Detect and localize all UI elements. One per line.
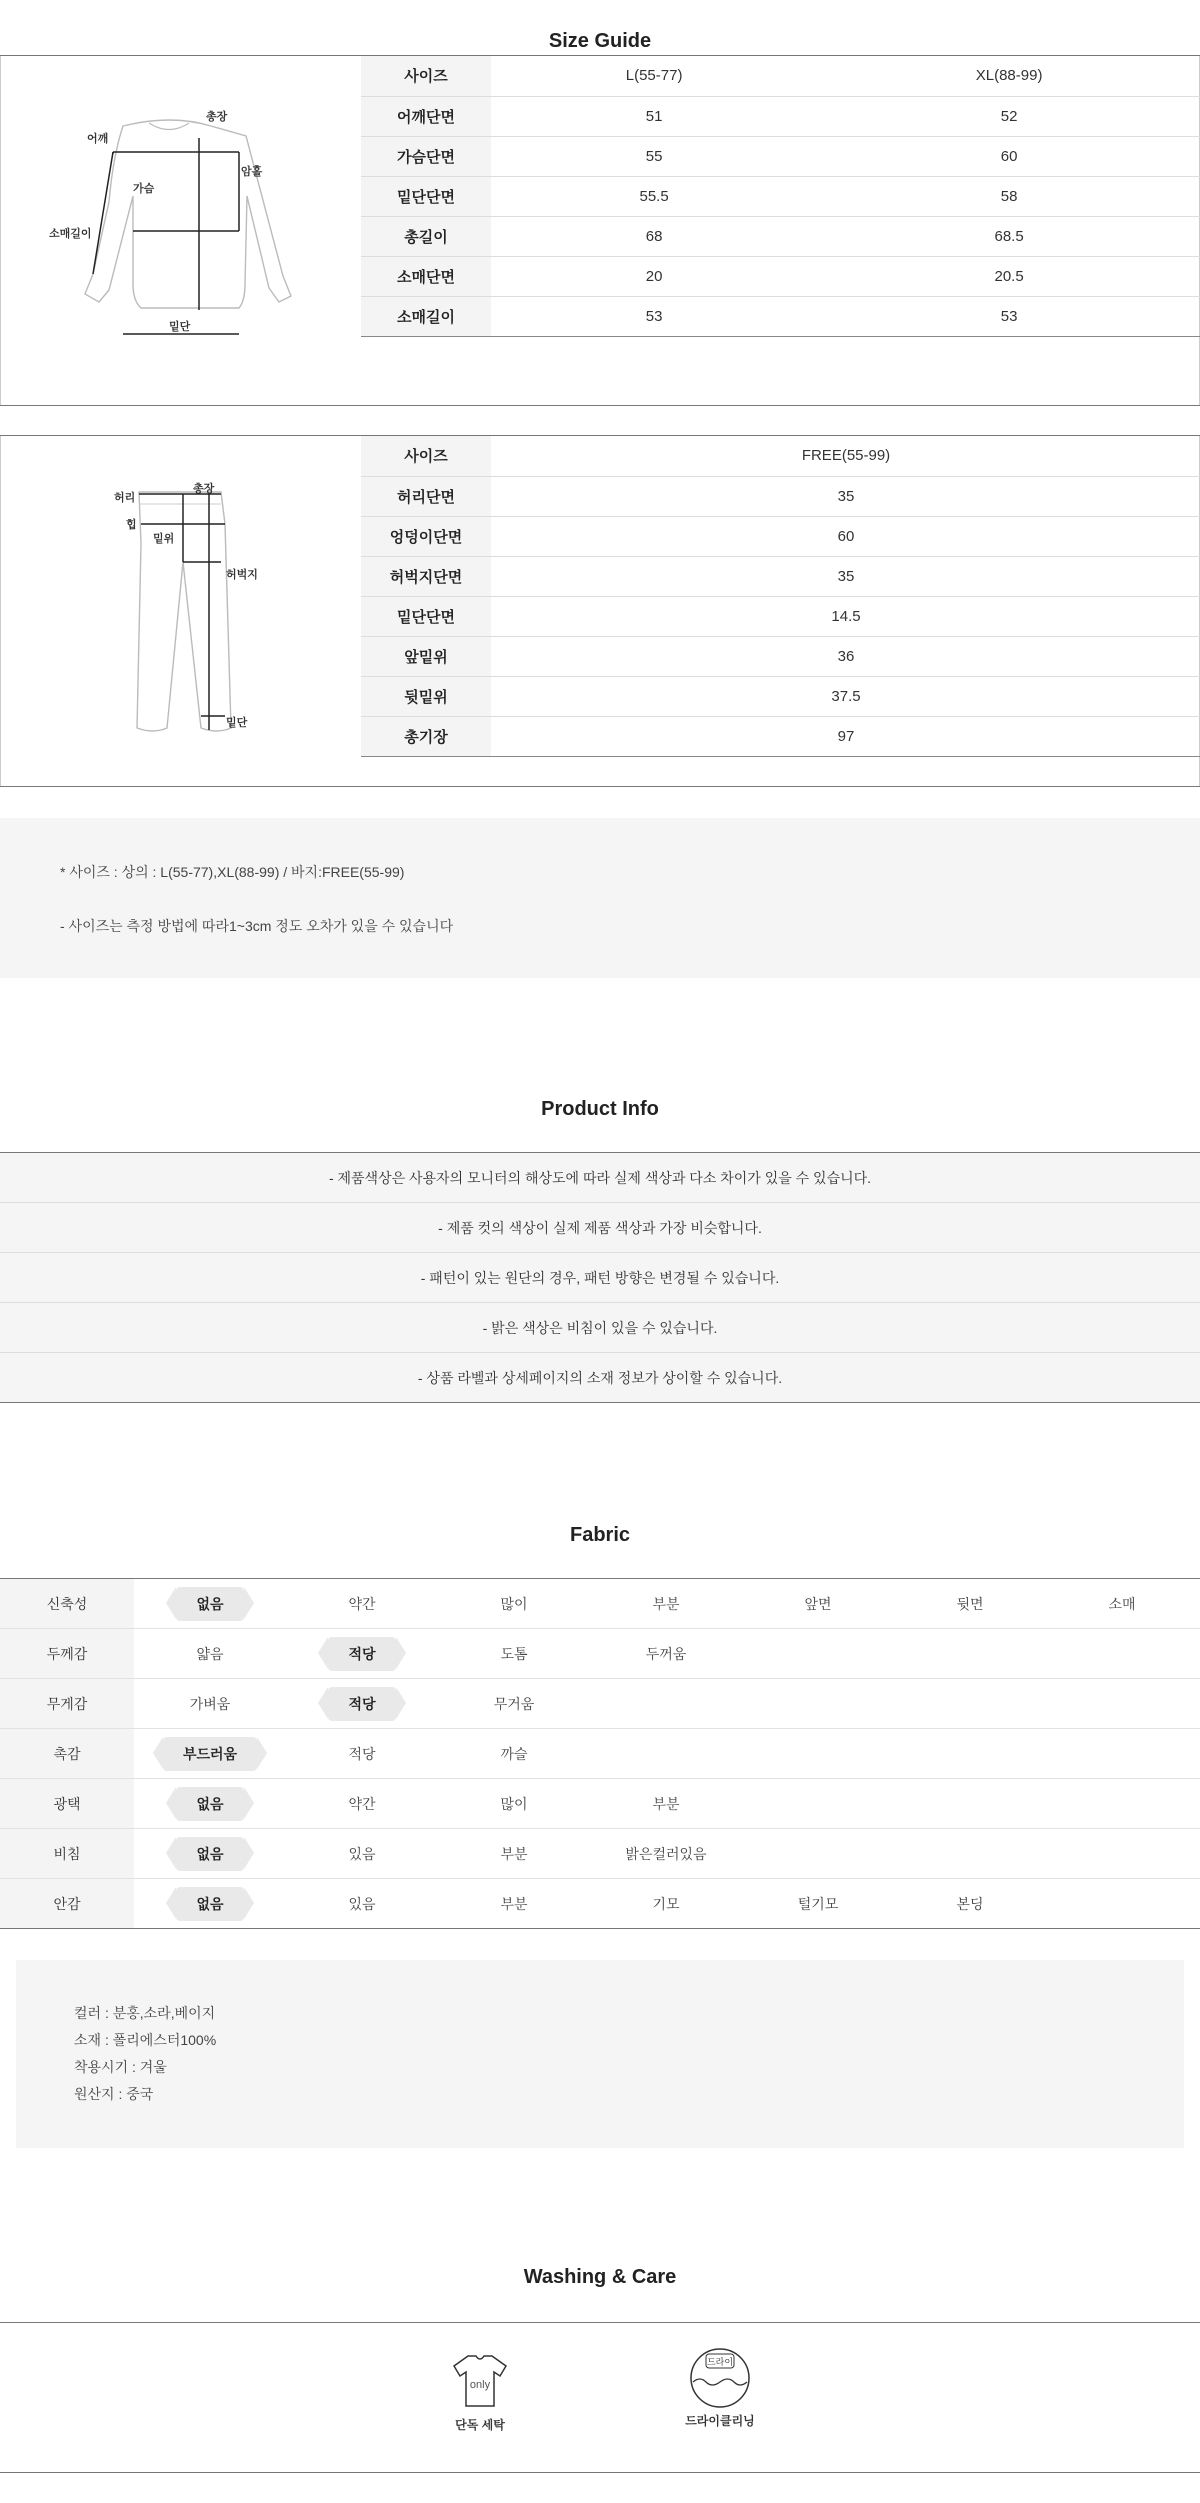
fabric-option — [590, 1779, 742, 1828]
fabric-option-label: 까슬 — [500, 1745, 528, 1762]
label-hip: 힙 — [126, 519, 137, 531]
fabric-row — [0, 1779, 1200, 1829]
fabric-option-label: 소매 — [1108, 1595, 1136, 1612]
fabric-option — [438, 1729, 590, 1778]
fabric-option-label: 부분 — [500, 1895, 528, 1912]
spec-season: 착용시기 : 겨울 — [74, 2059, 167, 2075]
fabric-row-label: 비침 — [0, 1829, 134, 1878]
care-label: 단독 세탁 — [455, 2418, 505, 2432]
fabric-option-selected — [134, 1579, 286, 1628]
fabric-row — [0, 1729, 1200, 1779]
table-row — [361, 716, 1200, 756]
fabric-option-label: 얇음 — [196, 1645, 224, 1662]
cell: 53 — [817, 296, 1200, 336]
fabric-option-label: 많이 — [500, 1595, 528, 1612]
label-length: 총장 — [193, 483, 215, 495]
fabric-option-label: 적당 — [348, 1745, 376, 1762]
fabric-option — [134, 1679, 286, 1728]
top-size-table — [361, 56, 1200, 337]
sleeve-measure-line — [93, 152, 113, 274]
header-size: 사이즈 — [361, 56, 491, 96]
header-col: FREE(55-99) — [491, 436, 1200, 476]
table-row — [361, 516, 1200, 556]
product-info-item: - 밝은 색상은 비침이 있을 수 있습니다. — [0, 1303, 1200, 1353]
fabric-option — [438, 1779, 590, 1828]
cell: 36 — [491, 636, 1200, 676]
fabric-row — [0, 1829, 1200, 1879]
fabric-option-label: 뒷면 — [956, 1595, 984, 1612]
table-header-row — [361, 56, 1200, 96]
care-label: 드라이클리닝 — [685, 2414, 755, 2428]
bottom-size-table — [361, 436, 1200, 757]
fabric-option-label: 부분 — [500, 1845, 528, 1862]
row-label: 엉덩이단면 — [361, 516, 491, 556]
fabric-row — [0, 1679, 1200, 1729]
icon-text: 드라이 — [706, 2358, 734, 2368]
size-note: - 사이즈는 측정 방법에 따라1~3cm 정도 오차가 있을 수 있습니다 — [60, 918, 454, 934]
icon-text: only — [469, 2379, 491, 2391]
fabric-option — [894, 1579, 1046, 1628]
cell: 20.5 — [817, 256, 1200, 296]
fabric-row-label: 광택 — [0, 1779, 134, 1828]
size-guide-title: Size Guide — [548, 30, 652, 52]
fabric-option — [1046, 1579, 1198, 1628]
fabric-option-label: 부분 — [652, 1595, 680, 1612]
fabric-row-label: 무게감 — [0, 1679, 134, 1728]
fabric-option — [286, 1779, 438, 1828]
cell: 58 — [817, 176, 1200, 216]
label-length: 총장 — [206, 111, 228, 123]
label-sleeve: 소매길이 — [49, 228, 92, 240]
cell: 53 — [491, 296, 817, 336]
cell: 52 — [817, 96, 1200, 136]
fabric-option — [590, 1879, 742, 1928]
table-row — [361, 176, 1200, 216]
fabric-option — [286, 1579, 438, 1628]
table-row — [361, 676, 1200, 716]
fabric-option-label: 적당 — [328, 1687, 395, 1721]
label-waist: 허리 — [114, 492, 136, 504]
product-info-item: - 패턴이 있는 원단의 경우, 패턴 방향은 변경될 수 있습니다. — [0, 1253, 1200, 1303]
product-info-title: Product Info — [541, 1098, 659, 1120]
table-row — [361, 96, 1200, 136]
header-size: 사이즈 — [361, 436, 491, 476]
fabric-option-label: 도톰 — [500, 1645, 528, 1662]
fabric-option-selected — [134, 1829, 286, 1878]
product-info-item: - 상품 라벨과 상세페이지의 소재 정보가 상이할 수 있습니다. — [0, 1353, 1200, 1403]
fabric-option — [742, 1579, 894, 1628]
spec-color: 컬러 : 분홍,소라,베이지 — [74, 2005, 216, 2021]
size-note: * 사이즈 : 상의 : L(55-77),XL(88-99) / 바지:FREE(55-99) — [60, 864, 405, 880]
label-chest: 가슴 — [133, 183, 155, 195]
cell: 68 — [491, 216, 817, 256]
top-size-block — [0, 56, 1200, 405]
dry-clean-icon — [688, 2346, 752, 2410]
fabric-row-label: 신축성 — [0, 1579, 134, 1628]
fabric-row — [0, 1579, 1200, 1629]
cell: 60 — [817, 136, 1200, 176]
hand-wash-only-icon — [450, 2350, 510, 2410]
fabric-option — [438, 1629, 590, 1678]
fabric-option-label: 부드러움 — [163, 1737, 257, 1771]
spec-material: 소재 : 폴리에스터100% — [74, 2032, 217, 2048]
cell: 37.5 — [491, 676, 1200, 716]
fabric-option-label: 털기모 — [797, 1895, 839, 1912]
fabric-option-label: 부분 — [652, 1795, 680, 1812]
fabric-title: Fabric — [569, 1524, 631, 1546]
fabric-option-label: 없음 — [176, 1787, 243, 1821]
washing-title: Washing & Care — [523, 2266, 677, 2288]
fabric-option — [286, 1829, 438, 1878]
fabric-option-label: 본딩 — [956, 1895, 984, 1912]
row-label: 가슴단면 — [361, 136, 491, 176]
label-hem: 밑단 — [226, 717, 248, 729]
fabric-option-selected — [286, 1629, 438, 1678]
pants-diagram — [121, 484, 281, 744]
fabric-option-label: 앞면 — [804, 1595, 832, 1612]
table-row — [361, 476, 1200, 516]
row-label: 어깨단면 — [361, 96, 491, 136]
row-label: 총길이 — [361, 216, 491, 256]
row-label: 뒷밑위 — [361, 676, 491, 716]
cell: 35 — [491, 556, 1200, 596]
row-label: 허리단면 — [361, 476, 491, 516]
fabric-option — [438, 1829, 590, 1878]
cell: 97 — [491, 716, 1200, 756]
row-label: 허벅지단면 — [361, 556, 491, 596]
fabric-option — [590, 1579, 742, 1628]
fabric-option — [590, 1829, 742, 1878]
fabric-option — [286, 1729, 438, 1778]
fabric-option-label: 있음 — [348, 1895, 376, 1912]
table-row — [361, 596, 1200, 636]
cell: 55 — [491, 136, 817, 176]
fabric-option — [590, 1629, 742, 1678]
fabric-option-label: 약간 — [348, 1595, 376, 1612]
fabric-option-selected — [134, 1729, 286, 1778]
cell: 20 — [491, 256, 817, 296]
table-row — [361, 216, 1200, 256]
cell: 14.5 — [491, 596, 1200, 636]
label-rise: 밑위 — [153, 533, 175, 545]
row-label: 소매단면 — [361, 256, 491, 296]
row-label: 총기장 — [361, 716, 491, 756]
cell: 35 — [491, 476, 1200, 516]
fabric-option — [286, 1879, 438, 1928]
table-row — [361, 636, 1200, 676]
spec-box — [16, 1960, 1184, 2148]
row-label: 밑단단면 — [361, 176, 491, 216]
fabric-option — [438, 1879, 590, 1928]
header-col: L(55-77) — [491, 56, 817, 96]
fabric-row-label: 두께감 — [0, 1629, 134, 1678]
table-header-row — [361, 436, 1200, 476]
label-shoulder: 어깨 — [87, 133, 109, 145]
spec-origin: 원산지 : 중국 — [74, 2086, 154, 2102]
fabric-option-label: 없음 — [176, 1837, 243, 1871]
fabric-option-selected — [286, 1679, 438, 1728]
label-armhole: 암홀 — [241, 166, 263, 178]
row-label: 앞밑위 — [361, 636, 491, 676]
divider — [0, 405, 1200, 406]
fabric-option-label: 기모 — [652, 1895, 680, 1912]
fabric-option-label: 두꺼움 — [645, 1645, 687, 1662]
fabric-option-selected — [134, 1879, 286, 1928]
divider — [0, 2322, 1200, 2323]
cell: 60 — [491, 516, 1200, 556]
fabric-row-label: 안감 — [0, 1879, 134, 1928]
label-thigh: 허벅지 — [226, 569, 258, 581]
row-label: 소매길이 — [361, 296, 491, 336]
cell: 55.5 — [491, 176, 817, 216]
product-info-item: - 제품 컷의 색상이 실제 제품 색상과 가장 비슷합니다. — [0, 1203, 1200, 1253]
fabric-option — [894, 1879, 1046, 1928]
cell: 68.5 — [817, 216, 1200, 256]
fabric-option — [438, 1679, 590, 1728]
fabric-option-label: 밝은컬러있음 — [625, 1845, 707, 1862]
divider — [0, 786, 1200, 787]
table-row — [361, 556, 1200, 596]
size-note-box — [0, 818, 1200, 978]
divider — [0, 1928, 1200, 1929]
row-label: 밑단단면 — [361, 596, 491, 636]
label-hem: 밑단 — [169, 321, 191, 333]
fabric-option — [134, 1629, 286, 1678]
fabric-row — [0, 1629, 1200, 1679]
product-info-item: - 제품색상은 사용자의 모니터의 해상도에 따라 실제 색상과 다소 차이가 있을 수 있습니다. — [0, 1153, 1200, 1203]
fabric-option-label: 무거움 — [493, 1695, 535, 1712]
divider — [0, 2472, 1200, 2473]
bottom-size-block — [0, 436, 1200, 786]
table-row — [361, 256, 1200, 296]
table-row — [361, 136, 1200, 176]
fabric-option — [742, 1879, 894, 1928]
fabric-option-label: 있음 — [348, 1845, 376, 1862]
fabric-row-label: 촉감 — [0, 1729, 134, 1778]
fabric-option — [438, 1579, 590, 1628]
fabric-option-label: 약간 — [348, 1795, 376, 1812]
fabric-option-label: 없음 — [176, 1887, 243, 1921]
cell: 51 — [491, 96, 817, 136]
header-col: XL(88-99) — [817, 56, 1200, 96]
table-row — [361, 296, 1200, 336]
fabric-option-label: 가벼움 — [189, 1695, 231, 1712]
fabric-option-selected — [134, 1779, 286, 1828]
fabric-option-label: 많이 — [500, 1795, 528, 1812]
fabric-option-label: 적당 — [328, 1637, 395, 1671]
fabric-option-label: 없음 — [176, 1587, 243, 1621]
fabric-row — [0, 1879, 1200, 1929]
